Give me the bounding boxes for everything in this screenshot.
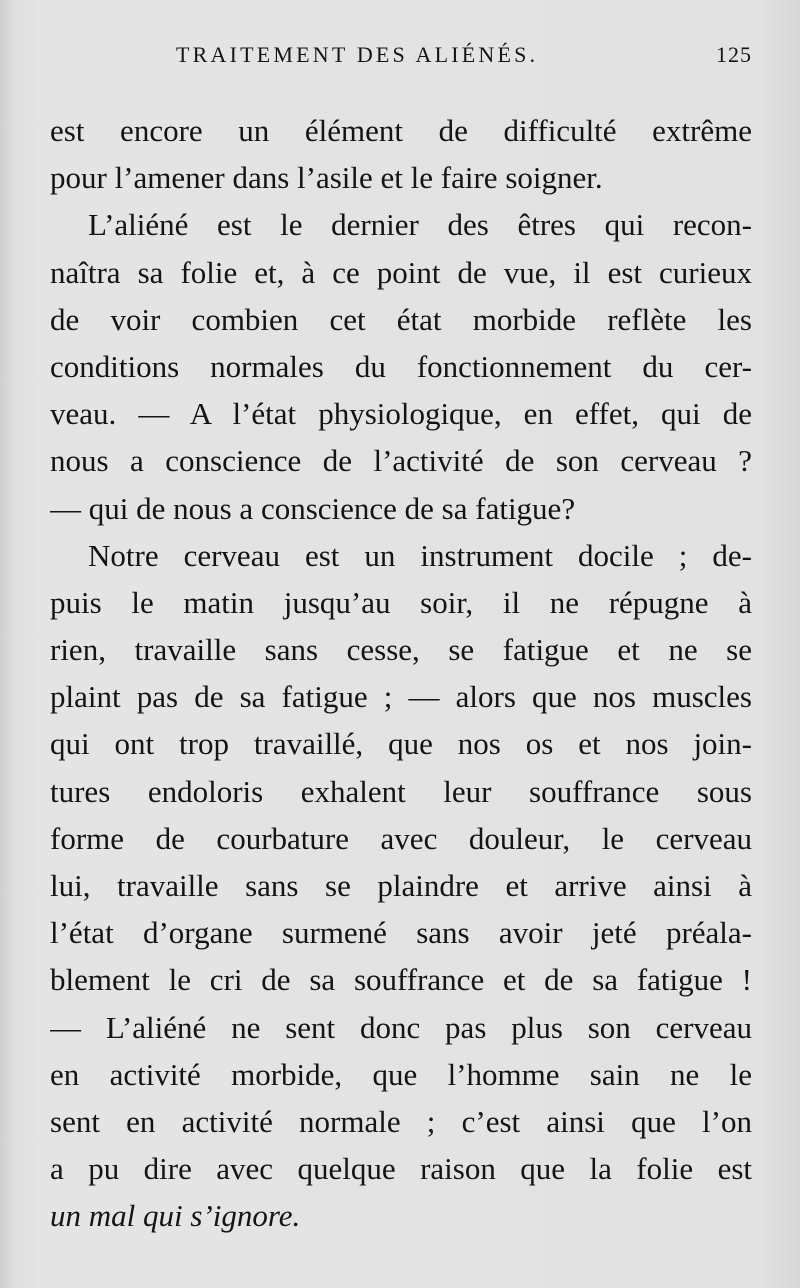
text-line: nous a conscience de l’activité de son cerveau ? [50, 443, 752, 479]
text-line: qui ont trop travaillé, que nos os et nos join- [50, 726, 752, 762]
text-line-italic: un mal qui s’ignore. [50, 1198, 301, 1234]
text-line: — qui de nous a conscience de sa fatigue? [50, 490, 576, 526]
text-line: forme de courbature avec douleur, le cerveau [50, 820, 752, 856]
text-line: naîtra sa folie et, à ce point de vue, il est curieux [50, 254, 752, 290]
text-line: lui, travaille sans se plaindre et arrive ainsi à [50, 868, 752, 903]
text-line: sent en activité normale ; c’est ainsi que l’on [50, 1103, 752, 1139]
text-line: conditions normales du fonctionnement du cer- [50, 348, 752, 384]
text-line: blement le cri de sa souffrance et de sa fatigue ! [50, 962, 752, 998]
text-line: plaint pas de sa fatigue ; — alors que nos muscles [50, 679, 752, 715]
running-head [50, 42, 752, 72]
text-line: de voir combien cet état morbide reflète les [50, 301, 752, 337]
page-number: 125 [716, 42, 752, 67]
text-line: a pu dire avec quelque raison que la folie est [50, 1151, 752, 1187]
text-line: pour l’amener dans l’asile et le faire soigner. [50, 160, 603, 196]
running-title: TRAITEMENT DES ALIÉNÉS. [176, 42, 539, 67]
body-text [50, 107, 752, 1240]
text-line: puis le matin jusqu’au soir, il ne répugne à [50, 584, 752, 620]
text-line: Notre cerveau est un instrument docile ; de- [88, 537, 752, 573]
text-line: rien, travaille sans cesse, se fatigue et ne se [50, 632, 752, 668]
text-line: tures endoloris exhalent leur souffrance sous [50, 773, 752, 809]
text-line: — L’aliéné ne sent donc pas plus son cerveau [50, 1009, 752, 1045]
text-line: L’aliéné est le dernier des êtres qui recon- [88, 207, 752, 243]
text-line: est encore un élément de difficulté extrême [50, 113, 752, 148]
text-line: en activité morbide, que l’homme sain ne le [50, 1056, 752, 1092]
text-line: l’état d’organe surmené sans avoir jeté préala- [50, 915, 752, 951]
text-line: veau. — A l’état physiologique, en effet, qui de [50, 396, 752, 432]
